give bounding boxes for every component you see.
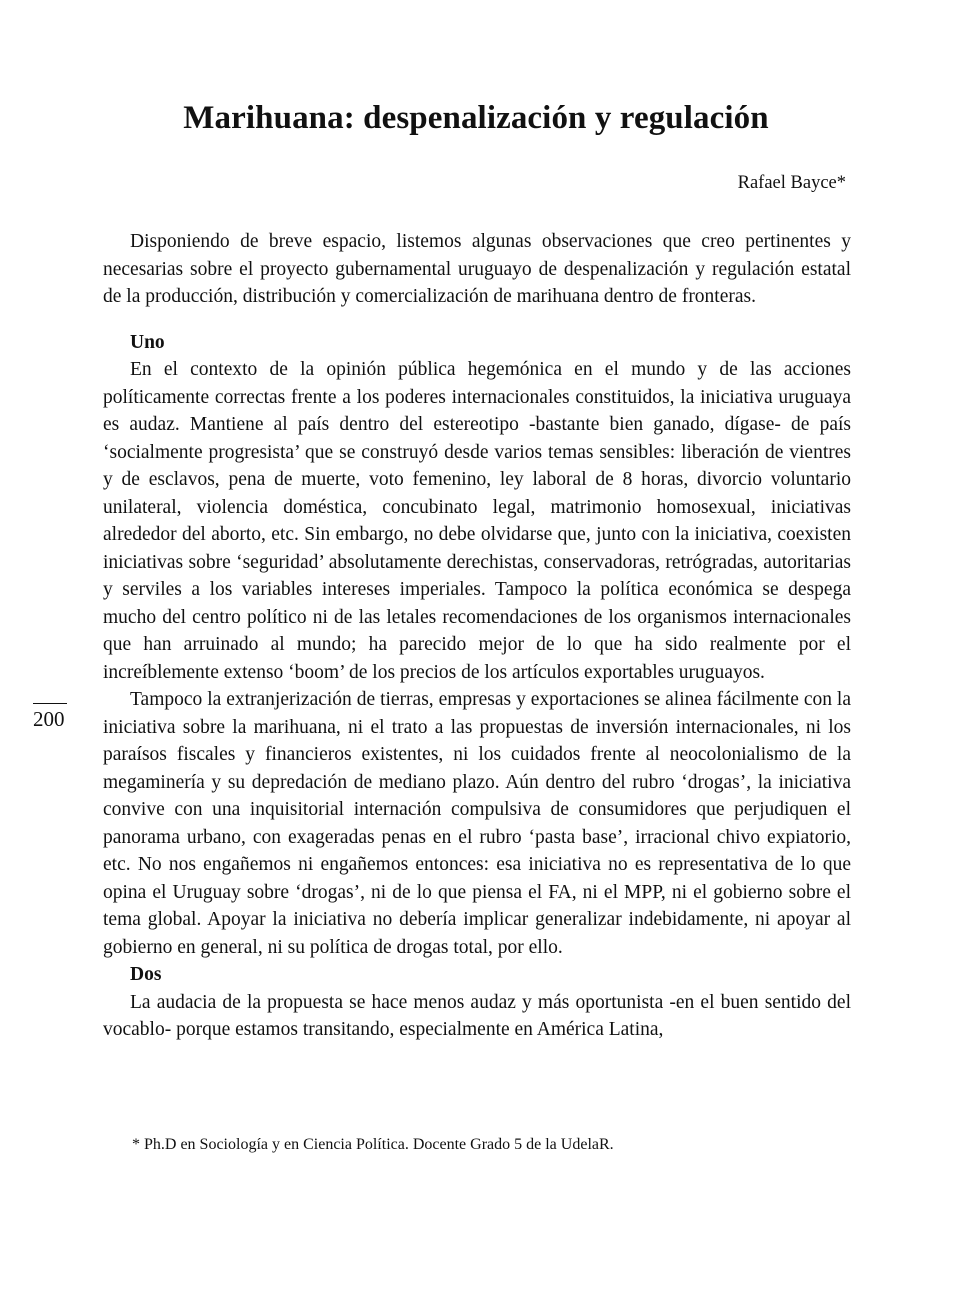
section-dos-paragraph-1: La audacia de la propuesta se hace menos audaz y más oportunista -en el buen sentido del vocablo- porque estamos transitando, especialmente en América Latina, bbox=[103, 991, 851, 1040]
section-uno-paragraph-2: Tampoco la extranjerización de tierras, empresas y exportaciones se alinea fácilmente con la iniciativa sobre la marihuana, ni el trato a las propuestas de inversión internacionales, ni los paraísos fiscales y financieros existentes, ni los cuidados frente al neocolonialismo de la megaminería y su depredación de mediano plazo. Aún dentro del rubro ‘drogas’, la iniciativa convive con una inquisitorial internación compulsiva de consumidores que perjudiquen el panorama urbano, con exageradas penas en el rubro ‘pasta base’, irracional chivo expiatorio, etc. No nos engañemos ni engañemos entonces: esa iniciativa no es representativa de lo que opina el Uruguay sobre ‘drogas’, ni de lo que piensa el FA, ni el MPP, ni el gobierno sobre el tema global. Apoyar la iniciativa no debería implicar generalizar indebidamente, ni apoyar al gobierno en general, ni su política de drogas total, por ello. bbox=[103, 689, 851, 958]
section-heading-uno: Uno bbox=[130, 331, 165, 353]
article-body bbox=[103, 228, 851, 1044]
article-title: Marihuana: despenalización y regulación bbox=[183, 100, 769, 136]
footnote: * Ph.D en Sociología y en Ciencia Política. Docente Grado 5 de la UdelaR. bbox=[132, 1136, 614, 1153]
page-number-rule bbox=[33, 703, 67, 704]
intro-paragraph: Disponiendo de breve espacio, listemos algunas observaciones que creo pertinentes y necesarias sobre el proyecto gubernamental uruguayo de despenalización y regulación estatal de la producción, distribución y comercialización de marihuana dentro de fronteras. bbox=[103, 231, 851, 307]
article-author: Rafael Bayce* bbox=[737, 173, 846, 193]
page-number: 200 bbox=[33, 707, 65, 731]
section-uno-paragraph-1: En el contexto de la opinión pública hegemónica en el mundo y de las acciones políticamente correctas frente a los poderes internacionales constituidos, la iniciativa uruguaya es audaz. Mantiene al país dentro del estereotipo -bastante bien ganado, dígase- de país ‘socialmente progresista’ que se construyó desde varios temas sensibles: liberación de vientres y de esclavos, pena de muerte, voto femenino, ley laboral de 8 horas, divorcio voluntario unilateral, violencia doméstica, concubinato legal, matrimonio homosexual, iniciativas alrededor del aborto, etc. Sin embargo, no debe olvidarse que, junto con la iniciativa, coexisten iniciativas sobre ‘seguridad’ absolutamente derechistas, conservadoras, retrógradas, autoritarias y serviles a los variables intereses imperiales. Tampoco la política económica se despega mucho del centro político ni de las letales recomendaciones de los organismos internacionales que han arruinado al mundo; ha parecido mejor de lo que ha sido realmente por el increíblemente extenso ‘boom’ de los precios de los artículos exportables uruguayos. bbox=[103, 359, 851, 683]
section-heading-dos: Dos bbox=[130, 964, 162, 985]
